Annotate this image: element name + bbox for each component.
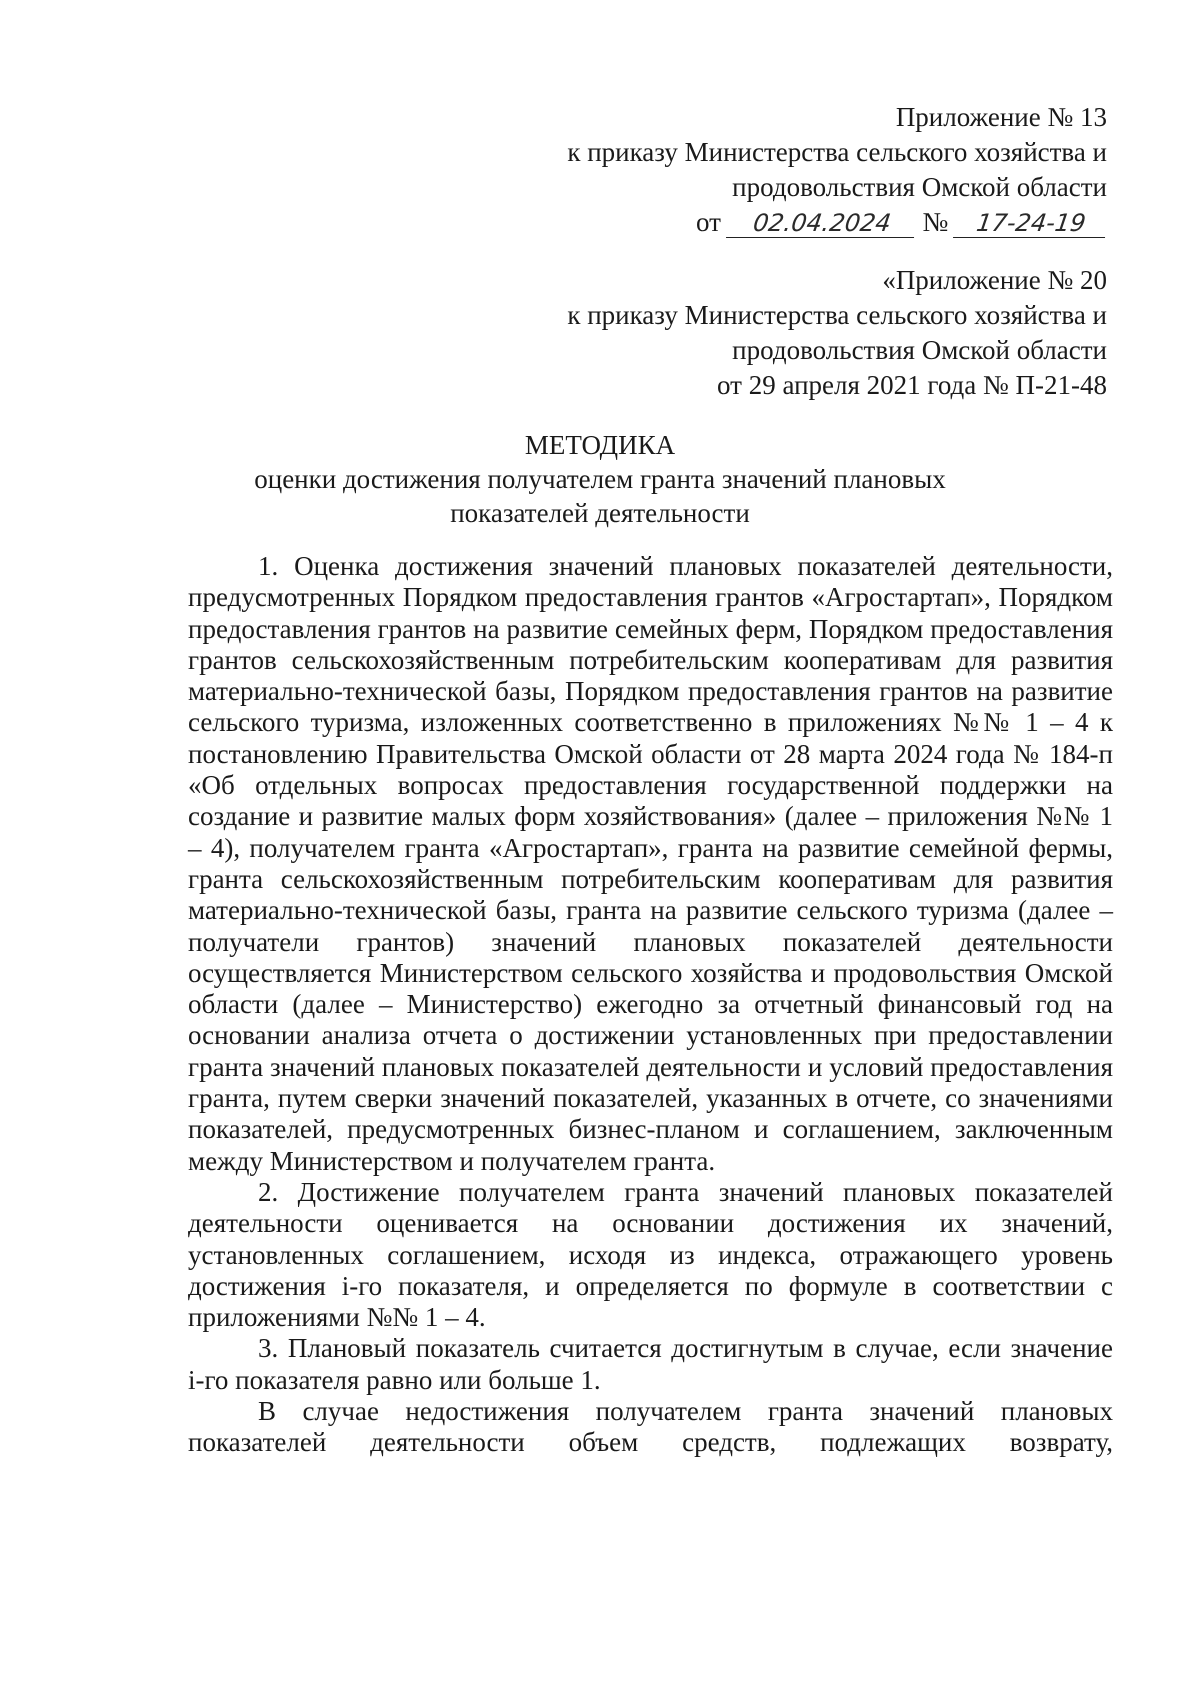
appendix-20-title: «Приложение № 20 [882, 265, 1107, 295]
handwritten-date: 02.04.2024 [726, 209, 918, 238]
appendix-13-ministry-line: продовольствия Омской области [732, 172, 1107, 202]
appendix-20-header [567, 263, 1107, 403]
title-subtitle-line-1: оценки достижения получателем гранта значений плановых [254, 464, 946, 494]
paragraph-3: 3. Плановый показатель считается достигнутым в случае, если значение i-го показателя равно или больше 1. [188, 1333, 1113, 1395]
appendix-20-order-line: к приказу Министерства сельского хозяйства и [567, 300, 1107, 330]
appendix-13-date-number-line [567, 205, 1107, 240]
from-label: от [696, 207, 721, 237]
title-subtitle-line-2: показателей деятельности [450, 498, 750, 528]
appendix-20-ministry-line: продовольствия Омской области [732, 335, 1107, 365]
appendix-13-header [567, 100, 1107, 240]
appendix-13-title: Приложение № 13 [895, 102, 1107, 132]
appendix-13-order-line: к приказу Министерства сельского хозяйства и [567, 137, 1107, 167]
document-body [188, 551, 1113, 1459]
paragraph-1: 1. Оценка достижения значений плановых показателей деятельности, предусмотренных Порядком предоставления грантов «Агростартап», Порядком предоставления грантов на развитие семейных ферм, Порядком предоставления грантов сельскохозяйственным потребительским кооперативам для развития материально-технической базы, Порядком предоставления грантов на развитие сельского туризма, изложенных соответственно в приложениях №№ 1 – 4 к постановлению Правительства Омской области от 28 марта 2024 года № 184-п «Об отдельных вопросах предоставления государственной поддержки на создание и развитие малых форм хозяйствования» (далее – приложения №№ 1 – 4), получателем гранта «Агростартап», гранта на развитие семейной фермы, гранта сельскохозяйственным потребительским кооперативам для развития материально-технической базы, гранта на развитие сельского туризма (далее – получатели грантов) значений плановых показателей деятельности осуществляется Министерством сельского хозяйства и продовольствия Омской области (далее – Министерство) ежегодно за отчетный финансовый год на основании анализа отчета о достижении установленных при предоставлении гранта значений плановых показателей деятельности и условий предоставления гранта, путем сверки значений показателей, указанных в отчете, со значениями показателей, предусмотренных бизнес-планом и соглашением, заключенным между Министерством и получателем гранта. [188, 551, 1113, 1176]
handwritten-number: 17-24-19 [953, 209, 1109, 238]
paragraph-4: В случае недостижения получателем гранта значений плановых показателей деятельности объем средств, подлежащих возврату, [188, 1396, 1113, 1458]
number-label: № [922, 207, 949, 237]
title-heading: МЕТОДИКА [524, 430, 676, 460]
appendix-20-date-line: от 29 апреля 2021 года № П-21-48 [717, 370, 1107, 400]
paragraph-2: 2. Достижение получателем гранта значений плановых показателей деятельности оценивается на основании достижения их значений, установленных соглашением, исходя из индекса, отражающего уровень достижения i-го показателя, и определяется по формуле в соответствии с приложениями №№ 1 – 4. [188, 1176, 1113, 1333]
document-title [0, 428, 1200, 530]
